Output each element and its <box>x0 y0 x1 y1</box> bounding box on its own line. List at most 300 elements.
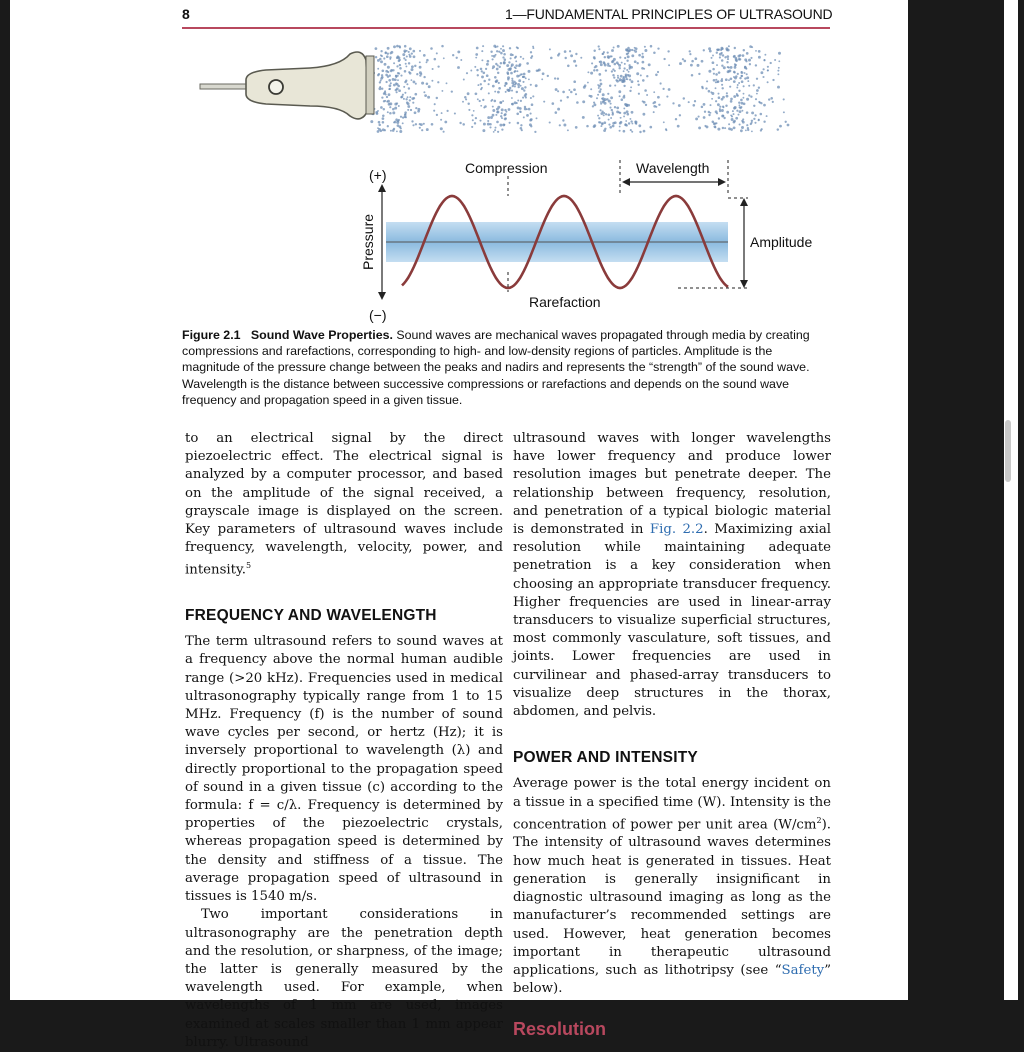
particle-dot <box>679 114 681 116</box>
particle-dot <box>787 124 790 127</box>
particle-dot <box>758 119 760 121</box>
particle-dot <box>530 97 532 99</box>
particle-dot <box>387 66 390 69</box>
particle-dot <box>653 111 655 113</box>
particle-dot <box>621 62 623 64</box>
particle-dot <box>597 84 599 86</box>
particle-dot <box>635 123 637 125</box>
particle-dot <box>505 82 508 85</box>
particle-dot <box>406 83 408 85</box>
particle-dot <box>600 125 602 127</box>
particle-dot <box>675 118 677 120</box>
particle-dot <box>626 78 628 80</box>
particle-dot <box>479 100 481 102</box>
particle-dot <box>459 122 461 124</box>
particle-dot <box>514 85 516 87</box>
particle-dot <box>623 76 625 78</box>
particle-dot <box>396 65 398 67</box>
particle-dot <box>695 117 698 120</box>
particle-density-bands <box>370 45 790 134</box>
particle-dot <box>628 71 630 73</box>
particle-dot <box>626 59 628 61</box>
particle-dot <box>762 76 764 78</box>
particle-dot <box>423 76 425 78</box>
particle-dot <box>717 128 720 131</box>
particle-dot <box>492 106 494 108</box>
particle-dot <box>520 85 522 87</box>
particle-dot <box>705 87 707 89</box>
particle-dot <box>620 121 623 124</box>
particle-dot <box>399 64 401 66</box>
particle-dot <box>760 102 762 104</box>
particle-dot <box>607 113 610 116</box>
particle-dot <box>701 106 704 109</box>
particle-dot <box>496 111 498 113</box>
particle-dot <box>511 65 513 67</box>
particle-dot <box>657 96 660 99</box>
particle-dot <box>734 63 736 65</box>
particle-dot <box>619 126 621 128</box>
particle-dot <box>611 49 614 52</box>
particle-dot <box>600 83 603 86</box>
particle-dot <box>504 109 506 111</box>
particle-dot <box>741 71 744 74</box>
particle-dot <box>475 53 478 56</box>
particle-dot <box>523 73 526 76</box>
figure-link[interactable]: Fig. 2.2 <box>649 522 704 538</box>
particle-dot <box>492 85 495 88</box>
particle-dot <box>511 80 513 82</box>
particle-dot <box>395 82 397 84</box>
particle-dot <box>763 59 765 61</box>
particle-dot <box>607 63 609 65</box>
particle-dot <box>638 84 640 86</box>
particle-dot <box>618 67 620 69</box>
particle-dot <box>393 121 395 123</box>
particle-dot <box>783 111 785 113</box>
particle-dot <box>638 93 640 95</box>
particle-dot <box>744 72 746 74</box>
particle-dot <box>731 115 733 117</box>
particle-dot <box>456 57 458 59</box>
particle-dot <box>509 69 511 71</box>
particle-dot <box>411 52 413 54</box>
particle-dot <box>431 123 434 126</box>
particle-dot <box>593 49 595 51</box>
particle-dot <box>394 103 397 106</box>
particle-dot <box>515 67 517 69</box>
particle-dot <box>580 57 582 59</box>
particle-dot <box>434 103 436 105</box>
particle-dot <box>390 82 392 84</box>
particle-dot <box>511 90 513 92</box>
particle-dot <box>378 121 381 124</box>
particle-dot <box>602 93 605 96</box>
particle-dot <box>643 130 646 133</box>
particle-dot <box>413 55 416 58</box>
particle-dot <box>587 71 589 73</box>
particle-dot <box>655 74 658 77</box>
particle-dot <box>728 79 730 81</box>
particle-dot <box>396 130 398 132</box>
particle-dot <box>701 86 703 88</box>
particle-dot <box>497 91 500 94</box>
particle-dot <box>716 81 718 83</box>
particle-dot <box>758 101 760 103</box>
particle-dot <box>703 103 706 106</box>
particle-dot <box>467 103 469 105</box>
particle-dot <box>610 96 613 99</box>
particle-dot <box>567 129 569 131</box>
particle-dot <box>382 117 385 120</box>
particle-dot <box>521 87 524 90</box>
particle-dot <box>493 55 496 58</box>
particle-dot <box>754 114 756 116</box>
particle-dot <box>623 85 625 87</box>
particle-dot <box>396 91 398 93</box>
particle-dot <box>617 45 620 48</box>
particle-dot <box>742 121 745 124</box>
particle-dot <box>741 80 744 83</box>
particle-dot <box>524 106 526 108</box>
particle-dot <box>627 74 629 76</box>
particle-dot <box>721 98 724 101</box>
particle-dot <box>627 47 630 50</box>
particle-dot <box>476 47 479 50</box>
particle-dot <box>380 77 383 80</box>
particle-dot <box>411 79 413 81</box>
particle-dot <box>389 112 392 115</box>
particle-dot <box>708 90 711 93</box>
particle-dot <box>506 64 509 67</box>
particle-dot <box>740 106 742 108</box>
particle-dot <box>419 74 421 76</box>
particle-dot <box>617 77 619 79</box>
particle-dot <box>631 111 634 114</box>
particle-dot <box>698 126 701 129</box>
particle-dot <box>495 127 497 129</box>
particle-dot <box>604 102 607 105</box>
particle-dot <box>761 128 763 130</box>
particle-dot <box>677 125 680 128</box>
particle-dot <box>402 94 404 96</box>
particle-dot <box>598 90 601 93</box>
particle-dot <box>712 55 714 57</box>
particle-dot <box>596 97 598 99</box>
particle-dot <box>482 129 485 132</box>
particle-dot <box>634 47 636 49</box>
particle-dot <box>642 53 644 55</box>
particle-dot <box>609 126 612 129</box>
particle-dot <box>611 70 613 72</box>
particle-dot <box>392 111 395 114</box>
particle-dot <box>763 120 765 122</box>
particle-dot <box>378 124 381 127</box>
wavelength-label: Wavelength <box>636 160 710 176</box>
particle-dot <box>487 123 490 126</box>
particle-dot <box>399 67 402 70</box>
particle-dot <box>500 62 502 64</box>
particle-dot <box>733 120 736 123</box>
particle-dot <box>604 56 606 58</box>
particle-dot <box>653 101 656 104</box>
particle-dot <box>612 125 615 128</box>
particle-dot <box>718 71 721 74</box>
particle-dot <box>599 79 601 81</box>
particle-dot <box>466 72 468 74</box>
particle-dot <box>593 102 595 104</box>
particle-dot <box>501 112 503 114</box>
particle-dot <box>703 49 705 51</box>
particle-dot <box>370 120 373 123</box>
plus-label: (+) <box>369 167 387 183</box>
particle-dot <box>625 104 628 107</box>
particle-dot <box>734 71 736 73</box>
particle-dot <box>393 62 395 64</box>
particle-dot <box>399 46 401 48</box>
particle-dot <box>552 102 555 105</box>
particle-dot <box>568 89 570 91</box>
particle-dot <box>575 53 577 55</box>
particle-dot <box>746 111 749 114</box>
particle-dot <box>554 77 556 79</box>
particle-dot <box>387 100 390 103</box>
particle-dot <box>480 105 482 107</box>
particle-dot <box>624 63 626 65</box>
amplitude-arrow <box>740 198 748 288</box>
particle-dot <box>703 116 706 119</box>
particle-dot <box>501 108 504 111</box>
particle-dot <box>398 72 400 74</box>
particle-dot <box>731 118 734 121</box>
particle-dot <box>724 127 726 129</box>
particle-dot <box>603 51 605 53</box>
particle-dot <box>750 96 752 98</box>
particle-dot <box>612 122 615 125</box>
particle-dot <box>488 92 490 94</box>
particle-dot <box>446 110 448 112</box>
particle-dot <box>420 123 423 126</box>
particle-dot <box>605 113 607 115</box>
particle-dot <box>389 106 391 108</box>
particle-dot <box>733 80 736 83</box>
paragraph: to an electrical signal by the direct piezoelectric effect. The electrical signal is analyzed by a computer processor, and based on the amplitude of the signal received, a grayscale image is displayed on the screen. Key parameters of ultrasound waves include frequency, wavelength, velocity, power, and intensity.$^5$ <box>185 431 503 578</box>
particle-dot <box>629 68 631 70</box>
particle-dot <box>751 120 753 122</box>
particle-dot <box>706 125 709 128</box>
particle-dot <box>380 60 383 63</box>
particle-dot <box>746 73 748 75</box>
particle-dot <box>501 128 503 130</box>
particle-dot <box>630 120 632 122</box>
particle-dot <box>603 100 606 103</box>
particle-dot <box>382 115 385 118</box>
particle-dot <box>649 126 652 129</box>
particle-dot <box>535 84 538 87</box>
particle-dot <box>727 58 729 60</box>
particle-dot <box>770 97 773 100</box>
particle-dot <box>631 131 633 133</box>
safety-link[interactable]: Safety <box>781 962 825 978</box>
particle-dot <box>472 119 474 121</box>
particle-dot <box>593 56 596 59</box>
particle-dot <box>426 59 429 62</box>
particle-dot <box>575 65 577 67</box>
paragraph: Two important considerations in ultrasonography are the penetration depth and the resolution, or sharpness, of the image; the latter is generally measured by the wavelength used. For example, when wavelengths of 1 mm are used, images examined at scales smaller than 1 mm appear blurry. Ultrasound <box>185 907 503 1050</box>
particle-dot <box>725 105 727 107</box>
particle-dot <box>559 124 561 126</box>
particle-dot <box>488 83 490 85</box>
particle-dot <box>504 113 507 116</box>
particle-dot <box>751 130 753 132</box>
particle-dot <box>492 67 494 69</box>
particle-dot <box>392 108 395 111</box>
particle-dot <box>742 54 745 57</box>
particle-dot <box>735 117 738 120</box>
particle-dot <box>626 69 628 71</box>
particle-dot <box>728 127 731 130</box>
particle-dot <box>419 127 421 129</box>
particle-dot <box>598 117 600 119</box>
figure-label: Figure 2.1 <box>182 328 241 342</box>
particle-dot <box>746 76 749 79</box>
particle-dot <box>516 91 518 93</box>
particle-dot <box>772 79 774 81</box>
particle-dot <box>739 58 741 60</box>
particle-dot <box>600 109 602 111</box>
particle-dot <box>746 98 749 101</box>
particle-dot <box>736 94 739 97</box>
particle-dot <box>381 87 383 89</box>
particle-dot <box>733 76 735 78</box>
particle-dot <box>662 88 664 90</box>
particle-dot <box>411 68 414 71</box>
particle-dot <box>697 64 700 67</box>
particle-dot <box>778 52 781 55</box>
particle-dot <box>618 64 621 67</box>
particle-dot <box>726 92 728 94</box>
particle-dot <box>463 79 465 81</box>
particle-dot <box>526 62 529 65</box>
particle-dot <box>505 117 507 119</box>
particle-dot <box>498 66 500 68</box>
particle-dot <box>462 123 465 126</box>
scrollbar-track[interactable] <box>1004 0 1018 1000</box>
particle-dot <box>557 77 559 79</box>
particle-dot <box>691 60 694 63</box>
particle-dot <box>723 106 725 108</box>
particle-dot <box>716 64 718 66</box>
particle-dot <box>424 94 427 97</box>
particle-dot <box>739 54 741 56</box>
particle-dot <box>612 112 614 114</box>
particle-dot <box>487 60 490 63</box>
particle-dot <box>740 99 743 102</box>
particle-dot <box>408 54 410 56</box>
particle-dot <box>736 110 738 112</box>
particle-dot <box>415 123 417 125</box>
particle-dot <box>626 53 629 56</box>
particle-dot <box>606 98 609 101</box>
particle-dot <box>750 123 752 125</box>
particle-dot <box>475 57 477 59</box>
subheading-resolution: Resolution <box>513 1019 606 1040</box>
particle-dot <box>596 69 599 72</box>
particle-dot <box>474 122 476 124</box>
particle-dot <box>733 127 736 130</box>
particle-dot <box>436 114 438 116</box>
particle-dot <box>419 66 422 69</box>
particle-dot <box>381 69 384 72</box>
particle-dot <box>509 87 511 89</box>
particle-dot <box>377 110 379 112</box>
particle-dot <box>468 109 470 111</box>
particle-dot <box>476 69 478 71</box>
particle-dot <box>612 74 614 76</box>
particle-dot <box>532 95 534 97</box>
particle-dot <box>398 119 400 121</box>
particle-dot <box>639 131 641 133</box>
particle-dot <box>475 117 477 119</box>
particle-dot <box>530 113 532 115</box>
particle-dot <box>614 84 616 86</box>
particle-dot <box>570 91 573 94</box>
particle-dot <box>511 78 513 80</box>
particle-dot <box>774 59 776 61</box>
particle-dot <box>504 58 507 61</box>
particle-dot <box>390 69 393 72</box>
particle-dot <box>719 56 721 58</box>
particle-dot <box>419 50 421 52</box>
particle-dot <box>431 80 433 82</box>
particle-dot <box>618 111 620 113</box>
particle-dot <box>619 56 621 58</box>
particle-dot <box>723 66 726 69</box>
particle-dot <box>713 79 716 82</box>
particle-dot <box>772 101 774 103</box>
particle-dot <box>557 108 560 111</box>
particle-dot <box>378 73 380 75</box>
amplitude-label: Amplitude <box>750 234 813 250</box>
particle-dot <box>400 96 402 98</box>
particle-dot <box>440 127 443 130</box>
particle-dot <box>736 87 738 89</box>
particle-dot <box>481 70 483 72</box>
particle-dot <box>487 116 490 119</box>
particle-dot <box>576 101 579 104</box>
particle-dot <box>516 112 519 115</box>
particle-dot <box>747 80 749 82</box>
scrollbar-thumb[interactable] <box>1005 420 1011 482</box>
particle-dot <box>419 61 421 63</box>
particle-dot <box>603 62 605 64</box>
particle-dot <box>754 122 756 124</box>
particle-dot <box>397 56 400 59</box>
particle-dot <box>497 64 499 66</box>
particle-dot <box>730 100 733 103</box>
particle-dot <box>501 117 503 119</box>
particle-dot <box>521 73 523 75</box>
particle-dot <box>496 50 498 52</box>
particle-dot <box>621 98 624 101</box>
particle-dot <box>560 99 562 101</box>
particle-dot <box>627 55 630 58</box>
particle-dot <box>748 94 750 96</box>
particle-dot <box>470 70 472 72</box>
particle-dot <box>383 100 385 102</box>
particle-dot <box>410 109 412 111</box>
particle-dot <box>437 81 439 83</box>
